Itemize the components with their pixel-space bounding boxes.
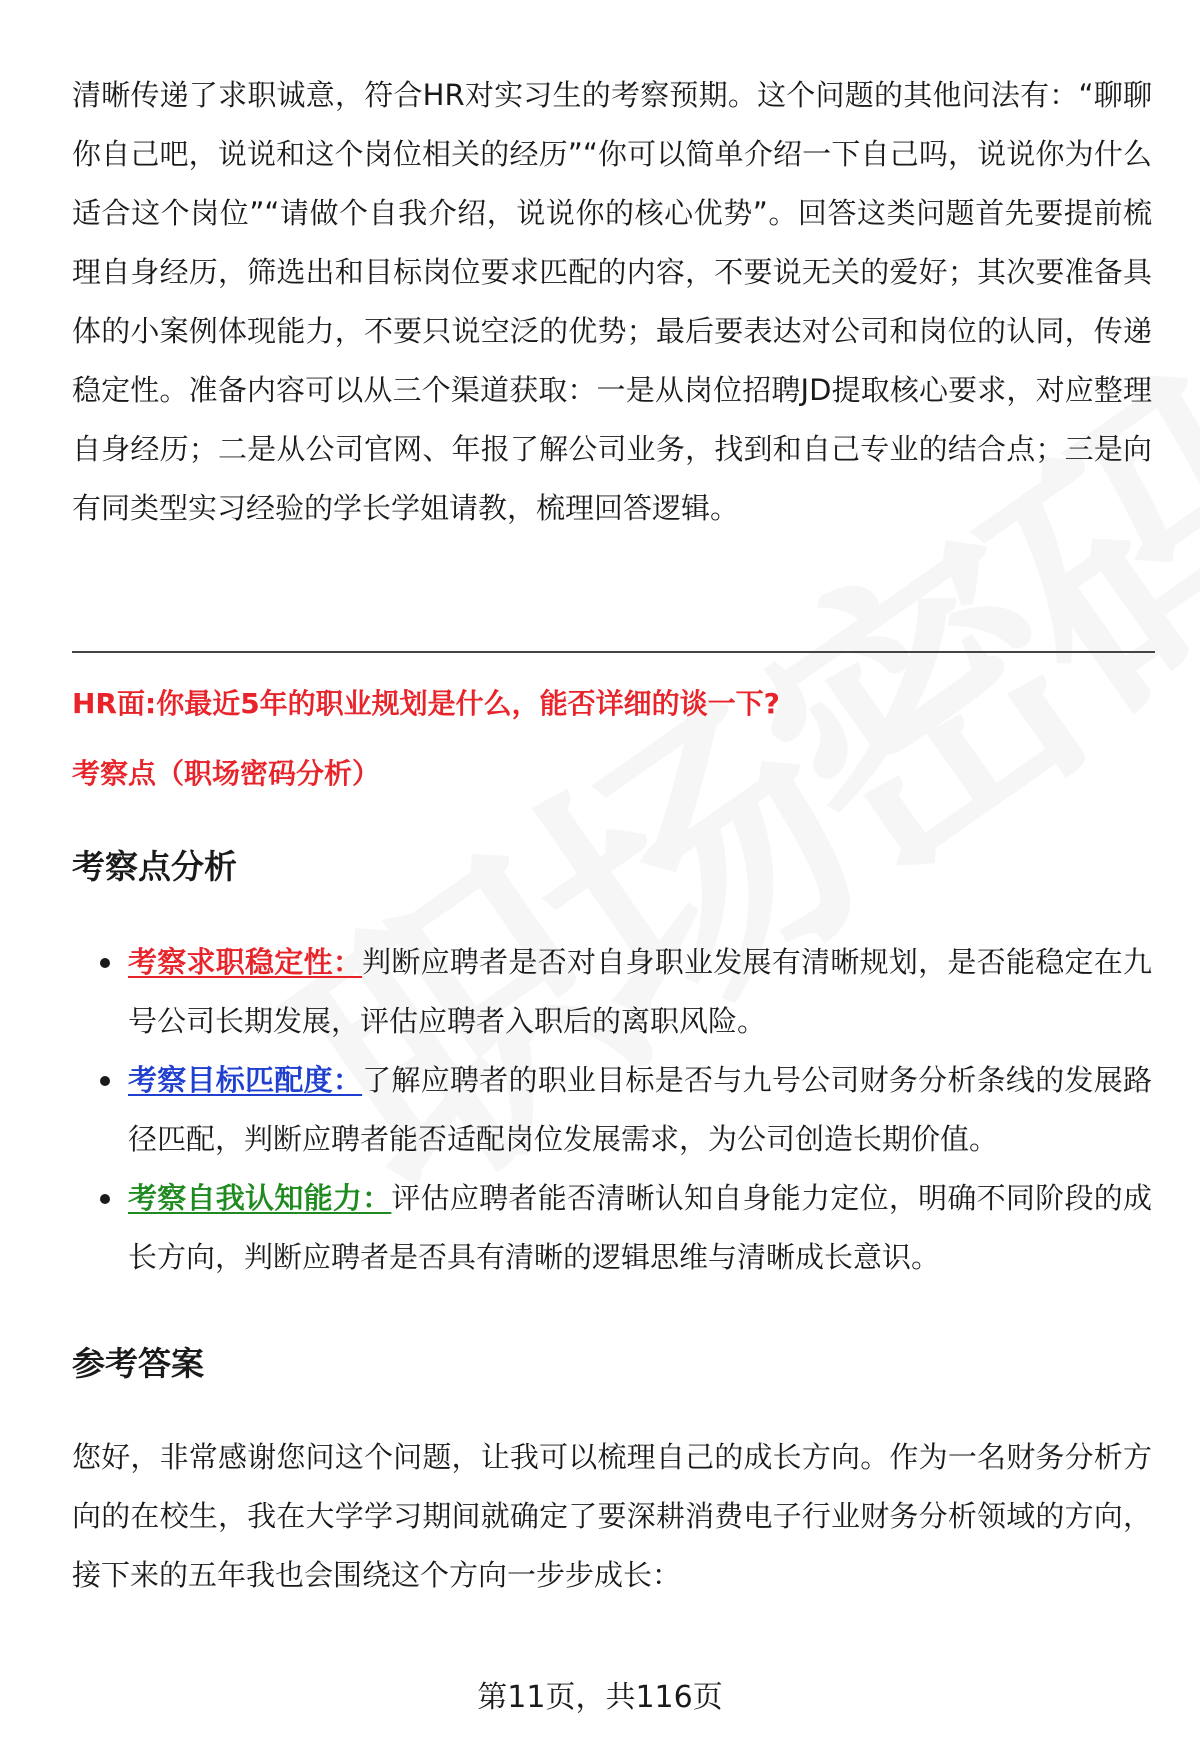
bullet-item-stability xyxy=(72,933,1152,1051)
interview-question: HR面:你最近5年的职业规划是什么，能否详细的谈一下? xyxy=(72,687,780,720)
bullet-dot-icon xyxy=(100,958,110,968)
bullet-keyword: 考察求职稳定性： xyxy=(128,945,363,979)
bullet-keyword: 考察自我认知能力： xyxy=(128,1181,392,1215)
intro-paragraph: 清晰传递了求职诚意，符合HR对实习生的考察预期。这个问题的其他问法有：“聊聊你自己吧，说说和这个岗位相关的经历”“你可以简单介绍一下自己吗，说说你为什么适合这个岗位”“请做个自我介绍，说说你的核心优势”。回答这类问题首先要提前梳理自身经历，筛选出和目标岗位要求匹配的内容，不要说无关的爱好；其次要准备具体的小案例体现能力，不要只说空泛的优势；最后要表达对公司和岗位的认同，传递稳定性。准备内容可以从三个渠道获取：一是从岗位招聘JD提取核心要求，对应整理自身经历；二是从公司官网、年报了解公司业务，找到和自己专业的结合点；三是向有同类型实习经验的学长学姐请教，梳理回答逻辑。 xyxy=(72,78,1152,525)
analysis-heading: 考察点分析 xyxy=(72,847,237,886)
bullet-item-self-awareness xyxy=(72,1169,1152,1287)
bullet-keyword: 考察目标匹配度： xyxy=(128,1063,363,1097)
bullet-text: 了解应聘者的职业目标是否与九号公司财务分析条线的发展路径匹配，判断应聘者能否适配岗位发展需求，为公司创造长期价值。 xyxy=(128,1063,1152,1156)
analysis-bullet-list xyxy=(72,933,1152,1287)
bullet-item-goal-match xyxy=(72,1051,1152,1169)
bullet-text: 判断应聘者是否对自身职业发展有清晰规划，是否能稳定在九号公司长期发展，评估应聘者入职后的离职风险。 xyxy=(128,945,1152,1038)
bullet-dot-icon xyxy=(100,1194,110,1204)
bullet-text: 评估应聘者能否清晰认知自身能力定位，明确不同阶段的成长方向，判断应聘者是否具有清晰的逻辑思维与清晰成长意识。 xyxy=(128,1181,1152,1274)
answer-paragraph: 您好，非常感谢您问这个问题，让我可以梳理自己的成长方向。作为一名财务分析方向的在校生，我在大学学习期间就确定了要深耕消费电子行业财务分析领域的方向，接下来的五年我也会围绕这个方向一步步成长： xyxy=(72,1440,1152,1592)
answer-heading: 参考答案 xyxy=(72,1344,204,1383)
page-number-footer: 第11页，共116页 xyxy=(477,1680,723,1715)
focus-title: 考察点（职场密码分析） xyxy=(72,757,381,790)
bullet-dot-icon xyxy=(100,1076,110,1086)
section-divider xyxy=(72,651,1155,653)
